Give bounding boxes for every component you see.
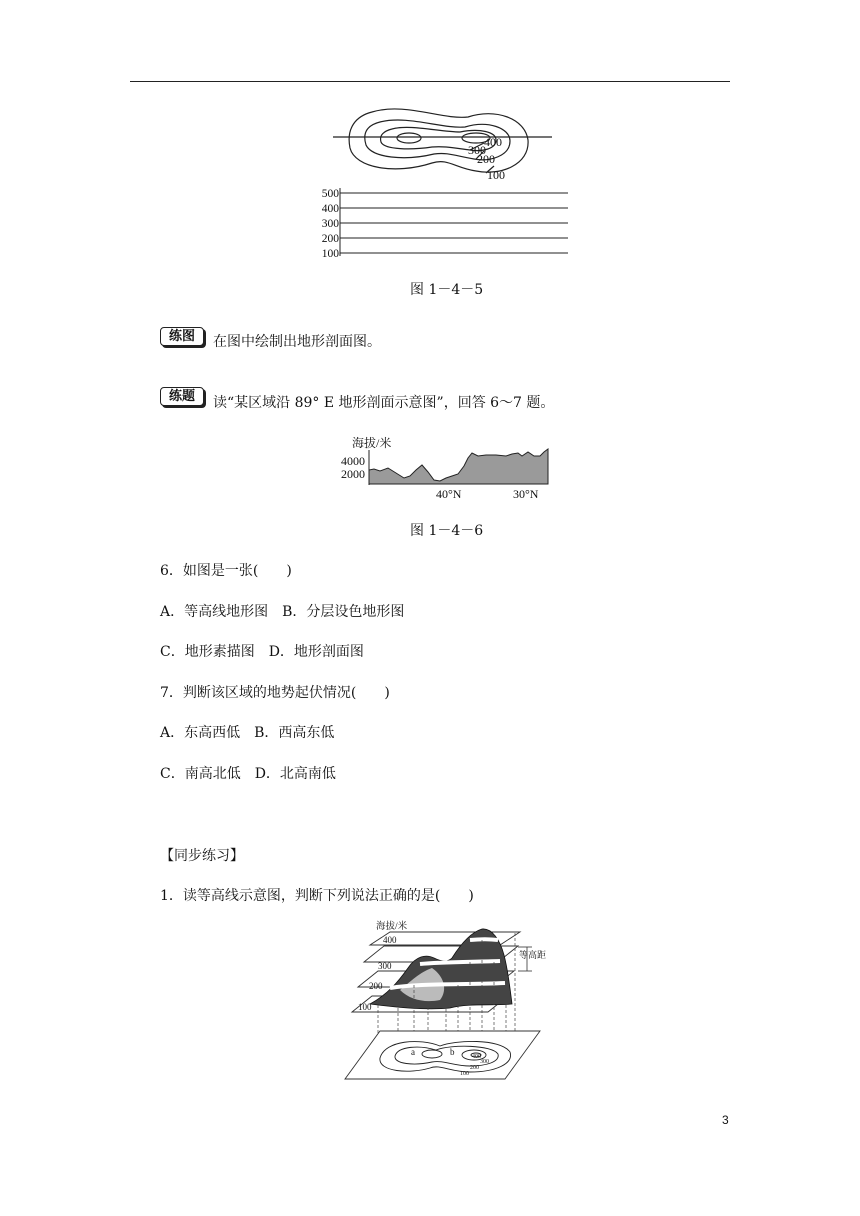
profile-level-500: 500 xyxy=(321,188,339,200)
question-7-options-cd: C．南高北低 D．北高南低 xyxy=(160,766,336,782)
contour3d-ylabel: 海拔/米 xyxy=(376,922,408,932)
contour-400-left xyxy=(397,133,421,143)
figure-1-4-6-caption: 图 1－4－6 xyxy=(410,523,484,539)
sync-practice-heading: 【同步练习】 xyxy=(160,848,244,864)
fig146-xtick-30n: 30°N xyxy=(513,487,539,501)
profile-level-200: 200 xyxy=(321,233,339,245)
contour3d-plan-400: 400 xyxy=(472,1054,481,1060)
contour-label-100: 100 xyxy=(487,168,505,182)
question-6-options-ab: A．等高线地形图 B．分层设色地形图 xyxy=(160,604,405,620)
profile-level-100: 100 xyxy=(321,248,339,260)
contour3d-point-a: a xyxy=(411,1047,415,1057)
contour3d-plan-200: 200 xyxy=(470,1065,479,1071)
drawing-exercise-text: 在图中绘制出地形剖面图。 xyxy=(213,334,381,350)
fig146-ytick-2000: 2000 xyxy=(341,467,365,481)
contour3d-plan-100: 100 xyxy=(460,1071,469,1077)
contour-label-400: 400 xyxy=(484,135,502,149)
terrain-profile xyxy=(369,449,548,484)
question-exercise-text: 读“某区域沿 89° E 地形剖面示意图”，回答 6～7 题。 xyxy=(213,395,555,411)
contour3d-level-200: 200 xyxy=(369,981,383,991)
figure-1-4-5 xyxy=(300,100,590,268)
question-exercise-badge: 练题 xyxy=(160,387,204,406)
fig146-ylabel: 海拔/米 xyxy=(352,436,392,450)
profile-level-400: 400 xyxy=(321,203,339,215)
fig146-xtick-40n: 40°N xyxy=(436,487,462,501)
header-rule xyxy=(130,81,730,82)
contour3d-level-400: 400 xyxy=(383,935,397,945)
drawing-exercise-badge: 练图 xyxy=(160,327,204,346)
page-number: 3 xyxy=(722,1113,729,1127)
question-6-stem: 6．如图是一张( ) xyxy=(160,563,292,579)
contour-label-200: 200 xyxy=(477,152,495,166)
contour-label-300: 300 xyxy=(468,143,486,157)
contour3d-level-100: 100 xyxy=(358,1002,372,1012)
question-7-stem: 7．判断该区域的地势起伏情况( ) xyxy=(160,685,390,701)
sync-question-1: 1．读等高线示意图，判断下列说法正确的是( ) xyxy=(160,888,474,904)
question-7-options-ab: A．东高西低 B．西高东低 xyxy=(160,725,335,741)
fig146-ytick-4000: 4000 xyxy=(341,454,365,468)
contour3d-plan-300: 300 xyxy=(480,1059,489,1065)
contour3d-interval-label: 等高距 xyxy=(519,950,547,960)
figure-1-4-5-caption: 图 1－4－5 xyxy=(410,282,484,298)
contour-3d-figure xyxy=(335,915,550,1085)
figure-1-4-6 xyxy=(330,430,560,505)
question-6-options-cd: C．地形素描图 D．地形剖面图 xyxy=(160,644,364,660)
contour3d-level-300: 300 xyxy=(378,961,392,971)
contour3d-point-b: b xyxy=(450,1047,455,1057)
profile-level-300: 300 xyxy=(321,218,339,230)
